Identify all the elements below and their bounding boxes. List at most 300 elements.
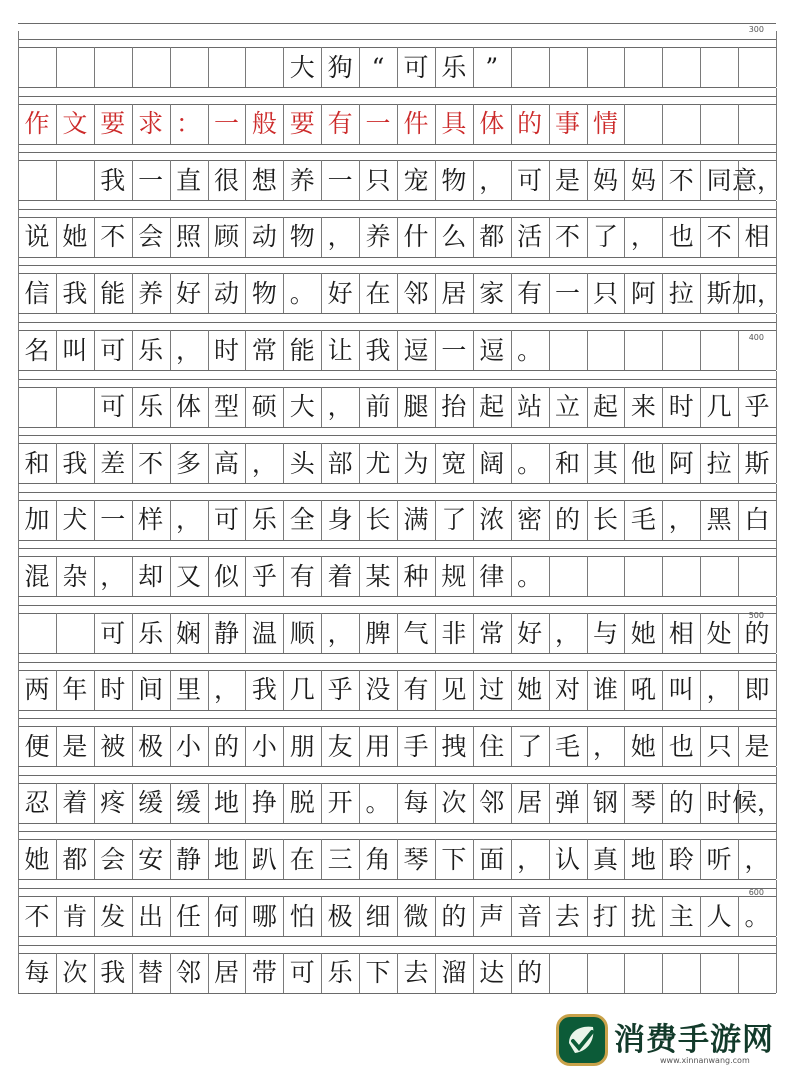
grid-cell: 似 [213, 561, 239, 591]
grid-cell: 前 [365, 392, 391, 422]
grid-cell: 处 [706, 618, 732, 648]
grid-cell: 斯 [706, 278, 732, 308]
grid-cell: 乐 [138, 392, 164, 422]
grid-cell: ， [176, 335, 202, 365]
grid-line [18, 370, 776, 371]
site-watermark [548, 1008, 800, 1074]
grid-cell: “ [371, 52, 385, 82]
grid-cell: 身 [327, 505, 353, 535]
grid-cell: 她 [24, 844, 50, 874]
grid-edge [18, 31, 19, 47]
grid-cell [245, 47, 283, 87]
grid-cell: 我 [62, 278, 88, 308]
grid-cell: 小 [176, 731, 202, 761]
grid-line [18, 775, 776, 776]
grid-cell: 却 [138, 561, 164, 591]
grid-divider [776, 613, 777, 653]
grid-cell: 在 [365, 278, 391, 308]
grid-cell: 时 [213, 335, 239, 365]
grid-cell [94, 47, 132, 87]
grid-line [18, 87, 776, 88]
grid-cell: 动 [251, 222, 277, 252]
grid-cell: 阔 [479, 448, 505, 478]
grid-cell: 弹 [555, 788, 581, 818]
grid-cell: 与 [592, 618, 618, 648]
grid-edge [776, 767, 777, 783]
grid-line [18, 483, 776, 484]
grid-edge [776, 597, 777, 613]
grid-cell: 即 [744, 675, 770, 705]
grid-line [18, 200, 776, 201]
grid-cell [132, 47, 170, 87]
grid-cell: 家 [479, 278, 505, 308]
grid-cell [662, 953, 700, 993]
grid-cell: 溜 [441, 958, 467, 988]
grid-cell: 顾 [213, 222, 239, 252]
grid-cell: 可 [213, 505, 239, 535]
grid-cell: 。 [517, 561, 543, 591]
grid-cell: 次 [441, 788, 467, 818]
grid-cell: 宽 [441, 448, 467, 478]
grid-cell: 相 [668, 618, 694, 648]
grid-cell: 安 [138, 844, 164, 874]
grid-cell: 时 [668, 392, 694, 422]
grid-cell: 阿 [668, 448, 694, 478]
grid-divider [776, 500, 777, 540]
grid-cell: 哪 [251, 901, 277, 931]
grid-cell: 住 [479, 731, 505, 761]
grid-cell: 规 [441, 561, 467, 591]
grid-cell: 扰 [630, 901, 656, 931]
grid-cell: 常 [479, 618, 505, 648]
grid-cell: 又 [176, 561, 202, 591]
grid-cell: 钢 [592, 788, 618, 818]
grid-cell: ， [213, 675, 239, 705]
grid-cell: 静 [213, 618, 239, 648]
grid-line [18, 936, 776, 937]
grid-cell: 可 [100, 618, 126, 648]
grid-cell: 为 [403, 448, 429, 478]
grid-cell: 下 [365, 958, 391, 988]
grid-cell: 是 [62, 731, 88, 761]
grid-edge [18, 540, 19, 556]
grid-edge [18, 484, 19, 500]
grid-divider [776, 330, 777, 370]
grid-cell: 便 [24, 731, 50, 761]
grid-cell: 缓 [138, 788, 164, 818]
grid-cell: 型 [213, 392, 239, 422]
grid-cell: 气 [403, 618, 429, 648]
grid-edge [18, 937, 19, 953]
grid-cell: 可 [403, 52, 429, 82]
grid-cell [738, 556, 776, 596]
grid-edge [18, 654, 19, 670]
grid-cell: 在 [289, 844, 315, 874]
grid-cell: ， [327, 222, 353, 252]
grid-edge [18, 314, 19, 330]
grid-edge [18, 257, 19, 273]
grid-cell: 直 [176, 165, 202, 195]
grid-cell: 琴 [403, 844, 429, 874]
grid-edge [776, 371, 777, 387]
grid-cell: 一 [138, 165, 164, 195]
grid-cell: 养 [289, 165, 315, 195]
essay-row [18, 670, 776, 710]
grid-cell: 娴 [176, 618, 202, 648]
grid-cell: 我 [62, 448, 88, 478]
grid-cell [624, 953, 662, 993]
grid-cell: 手 [403, 731, 429, 761]
essay-row [18, 783, 783, 823]
grid-cell: 用 [365, 731, 391, 761]
grid-cell: 只 [706, 731, 732, 761]
grid-divider [776, 47, 777, 87]
grid-cell: 不 [706, 222, 732, 252]
grid-cell: 地 [213, 844, 239, 874]
grid-cell: 同 [706, 165, 732, 195]
grid-cell: 是 [555, 165, 581, 195]
grid-cell: 有 [327, 109, 353, 139]
grid-cell: 乎 [744, 392, 770, 422]
grid-line [18, 144, 776, 145]
grid-cell: 居 [213, 958, 239, 988]
grid-cell [700, 953, 738, 993]
grid-cell: 人 [706, 901, 732, 931]
grid-edge [776, 257, 777, 273]
grid-cell: 候， [732, 788, 783, 818]
grid-cell: 狗 [327, 52, 353, 82]
grid-cell: 温 [251, 618, 277, 648]
grid-line [18, 152, 776, 153]
grid-line [18, 427, 776, 428]
grid-divider [776, 104, 777, 144]
grid-cell: 。 [289, 278, 315, 308]
grid-cell: 乎 [327, 675, 353, 705]
grid-cell: 想 [251, 165, 277, 195]
grid-cell: 每 [403, 788, 429, 818]
grid-cell [700, 104, 738, 144]
grid-cell: 杂 [62, 561, 88, 591]
grid-cell: 居 [517, 788, 543, 818]
grid-cell [56, 160, 94, 200]
essay-row [18, 443, 776, 483]
grid-divider [776, 670, 777, 710]
grid-cell: 乐 [441, 52, 467, 82]
grid-cell: 几 [289, 675, 315, 705]
grid-cell: 达 [479, 958, 505, 988]
grid-cell: 立 [555, 392, 581, 422]
grid-cell: 。 [365, 788, 391, 818]
grid-cell: 一 [365, 109, 391, 139]
grid-cell: 小 [251, 731, 277, 761]
watermark-title: 消费手游网 [614, 1022, 774, 1058]
grid-cell: 缓 [176, 788, 202, 818]
grid-cell: 的 [555, 505, 581, 535]
grid-cell: 也 [668, 222, 694, 252]
grid-cell: 极 [327, 901, 353, 931]
grid-cell: ， [630, 222, 656, 252]
grid-cell [624, 330, 662, 370]
essay-row [18, 273, 783, 313]
title-row [18, 47, 776, 87]
grid-cell: 动 [213, 278, 239, 308]
grid-cell: 具 [441, 109, 467, 139]
grid-cell: 几 [706, 392, 732, 422]
grid-cell: 站 [517, 392, 543, 422]
grid-cell: 差 [100, 448, 126, 478]
grid-cell: 着 [327, 561, 353, 591]
grid-cell: 吼 [630, 675, 656, 705]
grid-cell [624, 556, 662, 596]
grid-cell: ， [668, 505, 694, 535]
grid-edge [776, 484, 777, 500]
grid-cell: 乐 [327, 958, 353, 988]
grid-cell: 主 [668, 901, 694, 931]
grid-cell: 带 [251, 958, 277, 988]
essay-row [18, 726, 776, 766]
grid-cell: 样 [138, 505, 164, 535]
grid-cell: 怕 [289, 901, 315, 931]
grid-line [18, 710, 776, 711]
grid-cell [170, 47, 208, 87]
grid-cell [56, 387, 94, 427]
grid-cell [662, 104, 700, 144]
grid-edge [776, 144, 777, 160]
grid-cell: 年 [62, 675, 88, 705]
grid-cell: 她 [517, 675, 543, 705]
grid-cell: 一 [213, 109, 239, 139]
grid-cell: 角 [365, 844, 391, 874]
grid-cell: 情 [592, 109, 618, 139]
grid-cell [587, 330, 625, 370]
grid-cell: 的 [517, 958, 543, 988]
grid-cell: 要 [289, 109, 315, 139]
word-count-marker: 400 [748, 333, 764, 343]
grid-cell [624, 104, 662, 144]
grid-cell: 起 [592, 392, 618, 422]
grid-cell: 拉 [668, 278, 694, 308]
grid-line [18, 257, 776, 258]
grid-cell: 作 [24, 109, 50, 139]
grid-cell [18, 387, 56, 427]
grid-cell: 疼 [100, 788, 126, 818]
grid-cell [549, 47, 587, 87]
grid-cell: 种 [403, 561, 429, 591]
grid-cell: 的 [213, 731, 239, 761]
grid-cell: 起 [479, 392, 505, 422]
grid-cell: 间 [138, 675, 164, 705]
grid-line [18, 888, 776, 889]
grid-cell: 好 [176, 278, 202, 308]
grid-cell: 。 [744, 901, 770, 931]
grid-cell [549, 953, 587, 993]
word-count-marker: 500 [748, 610, 764, 620]
grid-cell [700, 47, 738, 87]
grid-line [18, 96, 776, 97]
grid-cell: 长 [592, 505, 618, 535]
grid-cell: ” [485, 52, 499, 82]
grid-cell: 加 [24, 505, 50, 535]
grid-cell [700, 330, 738, 370]
grid-cell: 里 [176, 675, 202, 705]
grid-cell [587, 556, 625, 596]
grid-cell: 谁 [592, 675, 618, 705]
essay-row [18, 217, 776, 257]
grid-edge [18, 597, 19, 613]
grid-cell: 逗 [403, 335, 429, 365]
grid-cell: 的 [517, 109, 543, 139]
grid-cell: 什 [403, 222, 429, 252]
grid-cell: 肯 [62, 901, 88, 931]
grid-cell: ， [555, 618, 581, 648]
grid-cell: 要 [100, 109, 126, 139]
grid-cell: 邻 [403, 278, 429, 308]
grid-cell [587, 47, 625, 87]
grid-cell [738, 104, 776, 144]
grid-line [18, 653, 776, 654]
grid-cell: 琴 [630, 788, 656, 818]
grid-cell: ， [706, 675, 732, 705]
grid-cell: 可 [289, 958, 315, 988]
grid-cell: 挣 [251, 788, 277, 818]
grid-cell: 细 [365, 901, 391, 931]
grid-cell: 活 [517, 222, 543, 252]
grid-cell: 她 [62, 222, 88, 252]
grid-cell: 乐 [138, 335, 164, 365]
grid-cell: 极 [138, 731, 164, 761]
grid-cell: 聆 [668, 844, 694, 874]
grid-cell: 部 [327, 448, 353, 478]
grid-cell: 的 [441, 901, 467, 931]
essay-row [18, 330, 776, 370]
grid-cell: 乐 [251, 505, 277, 535]
grid-cell: 来 [630, 392, 656, 422]
grid-cell: 体 [176, 392, 202, 422]
grid-cell: 她 [630, 731, 656, 761]
grid-cell: 叫 [62, 335, 88, 365]
grid-line [18, 492, 776, 493]
grid-cell: 一 [441, 335, 467, 365]
grid-cell: 求 [138, 109, 164, 139]
grid-line [18, 596, 776, 597]
grid-cell: 见 [441, 675, 467, 705]
grid-cell: 次 [62, 958, 88, 988]
grid-cell: 被 [100, 731, 126, 761]
grid-line [18, 718, 776, 719]
grid-cell: 邻 [176, 958, 202, 988]
grid-cell: 开 [327, 788, 353, 818]
grid-cell: 每 [24, 958, 50, 988]
grid-cell: 能 [100, 278, 126, 308]
grid-line [18, 831, 776, 832]
grid-edge [776, 880, 777, 896]
grid-cell: 我 [100, 165, 126, 195]
grid-cell: 很 [213, 165, 239, 195]
grid-divider [776, 443, 777, 483]
grid-divider [776, 896, 777, 936]
grid-cell: 妈 [630, 165, 656, 195]
grid-edge [776, 710, 777, 726]
grid-cell [56, 47, 94, 87]
grid-cell: ， [479, 165, 505, 195]
grid-divider [776, 217, 777, 257]
grid-edge [18, 371, 19, 387]
grid-edge [18, 201, 19, 217]
grid-cell: 地 [630, 844, 656, 874]
grid-cell: ， [251, 448, 277, 478]
essay-row [18, 839, 776, 879]
grid-cell: 其 [592, 448, 618, 478]
grid-line [18, 662, 776, 663]
grid-cell: 拉 [706, 448, 732, 478]
grid-cell: 下 [441, 844, 467, 874]
essay-row [18, 160, 783, 200]
grid-cell: 说 [24, 222, 50, 252]
word-count-marker: 600 [748, 888, 764, 898]
grid-cell: 毛 [630, 505, 656, 535]
grid-cell: 声 [479, 901, 505, 931]
grid-cell: 抬 [441, 392, 467, 422]
grid-cell: 逗 [479, 335, 505, 365]
grid-cell: 我 [365, 335, 391, 365]
grid-cell: 着 [62, 788, 88, 818]
grid-cell: ， [100, 561, 126, 591]
grid-cell: 邻 [479, 788, 505, 818]
grid-cell: 好 [517, 618, 543, 648]
grid-cell: 脱 [289, 788, 315, 818]
grid-cell [587, 953, 625, 993]
essay-row [18, 387, 776, 427]
grid-cell: 发 [100, 901, 126, 931]
grid-cell: ， [327, 392, 353, 422]
grid-cell: 时 [100, 675, 126, 705]
grid-line [18, 605, 776, 606]
grid-cell: 头 [289, 448, 315, 478]
grid-cell: 浓 [479, 505, 505, 535]
grid-line [18, 265, 776, 266]
grid-cell: 地 [213, 788, 239, 818]
grid-edge [776, 314, 777, 330]
grid-cell: 阿 [630, 278, 656, 308]
grid-cell [56, 613, 94, 653]
grid-cell: 多 [176, 448, 202, 478]
grid-cell: 有 [403, 675, 429, 705]
grid-cell: 会 [138, 222, 164, 252]
grid-edge [776, 937, 777, 953]
grid-cell: 宠 [403, 165, 429, 195]
grid-cell: 腿 [403, 392, 429, 422]
grid-cell: 让 [327, 335, 353, 365]
grid-cell: 两 [24, 675, 50, 705]
grid-cell: 对 [555, 675, 581, 705]
grid-cell: 物 [251, 278, 277, 308]
grid-cell: 物 [441, 165, 467, 195]
grid-cell: 三 [327, 844, 353, 874]
grid-cell [700, 556, 738, 596]
grid-cell: 是 [744, 731, 770, 761]
grid-cell: 会 [100, 844, 126, 874]
grid-cell: 白 [744, 505, 770, 535]
grid-cell [549, 330, 587, 370]
grid-cell: 意， [732, 165, 783, 195]
grid-cell: 有 [517, 278, 543, 308]
word-count-marker: 300 [748, 25, 764, 34]
leaf-check-icon [556, 1014, 608, 1066]
grid-cell: 好 [327, 278, 353, 308]
grid-cell: 去 [403, 958, 429, 988]
grid-cell: ， [744, 844, 770, 874]
grid-divider [776, 726, 777, 766]
